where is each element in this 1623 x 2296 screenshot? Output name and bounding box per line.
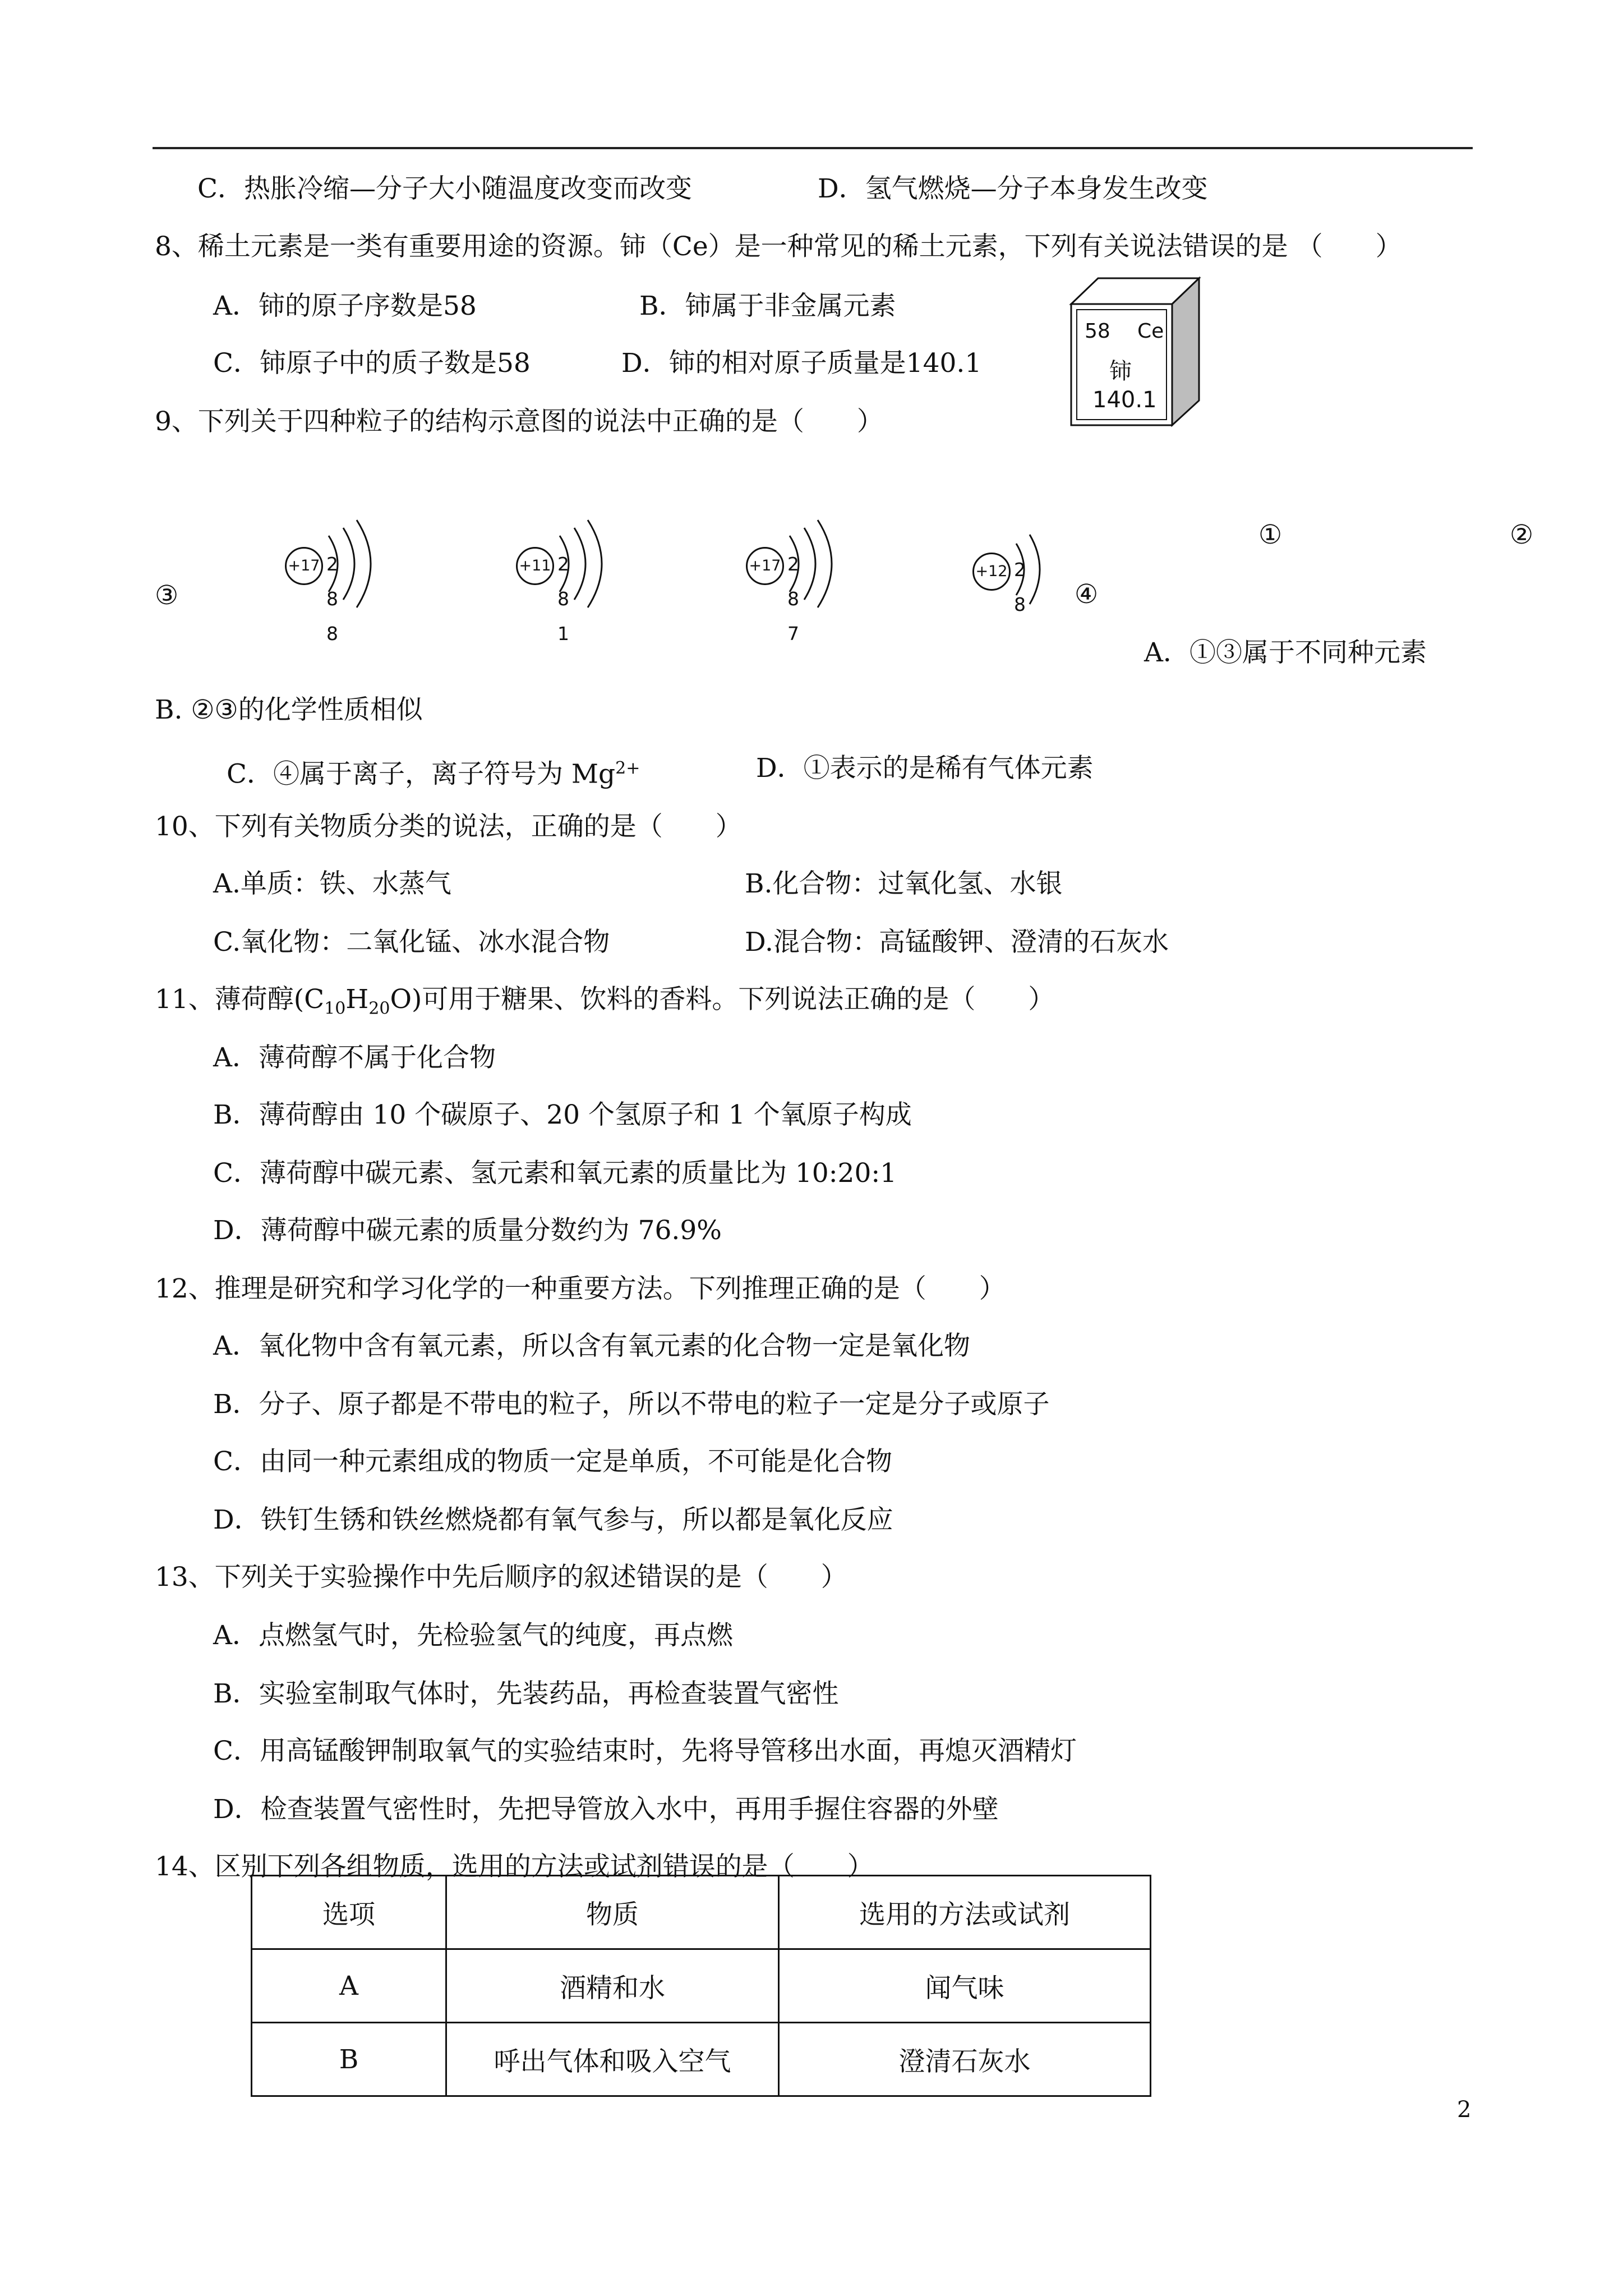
q12-option-d: D．铁钉生锈和铁丝燃烧都有氧气参与，所以都是氧化反应 — [213, 1504, 893, 1535]
atomic-mass: 140.1 — [1092, 387, 1157, 413]
q10-option-b: B.化合物：过氧化氢、水银 — [745, 868, 1063, 899]
atomic-number: 58 — [1085, 320, 1110, 343]
mark-3: ③ — [155, 580, 179, 611]
q9-option-d: D．①表示的是稀有气体元素 — [756, 753, 1094, 784]
table-cell: A — [252, 1949, 446, 2023]
electron-shells — [746, 513, 869, 614]
q10-stem: 10、下列有关物质分类的说法，正确的是（ ） — [155, 811, 742, 842]
page-number: 2 — [1457, 2097, 1472, 2123]
q11-option-b: B．薄荷醇由 10 个碳原子、20 个氢原子和 1 个氧原子构成 — [213, 1099, 912, 1130]
q8-option-b: B．铈属于非金属元素 — [639, 291, 896, 321]
electron-config: 2 8 1 — [557, 553, 569, 645]
table-header-cell: 选项 — [252, 1876, 446, 1949]
table-cell: 闻气味 — [779, 1949, 1151, 2023]
q11-stem: 11、薄荷醇$(C_{10}H_{20}O)$可用于糖果、饮料的香料。下列说法正确的是（ ） — [155, 984, 1055, 1019]
q13-option-a: A．点燃氢气时，先检验氢气的纯度，再点燃 — [213, 1620, 733, 1651]
table-row — [252, 1949, 1151, 2023]
electron-shells — [516, 513, 639, 614]
q12-option-a: A．氧化物中含有氧元素，所以含有氧元素的化合物一定是氧化物 — [213, 1331, 970, 1361]
q9-option-b: B. ②③的化学性质相似 — [155, 694, 423, 725]
nucleus: +12 — [972, 553, 1011, 591]
q11-option-c: C．薄荷醇中碳元素、氢元素和氧元素的质量比为 10:20:1 — [213, 1158, 897, 1189]
q14-stem: 14、区别下列各组物质，选用的方法或试剂错误的是（ ） — [155, 1851, 874, 1882]
q9-option-c: C．④属于离子，离子符号为 $Mg^{2+}$ — [227, 758, 640, 790]
q12-option-b: B．分子、原子都是不带电的粒子，所以不带电的粒子一定是分子或原子 — [213, 1389, 1050, 1420]
mark-2: ② — [1510, 519, 1534, 550]
mark-1: ① — [1258, 519, 1283, 550]
q10-option-a: A.单质：铁、水蒸气 — [213, 868, 451, 899]
cerium-element-card — [1069, 276, 1201, 427]
q7-option-d: D．氢气燃烧—分子本身发生改变 — [818, 173, 1208, 204]
q9-option-a: A．①③属于不同种元素 — [1144, 637, 1427, 668]
electron-config: 2 8 7 — [787, 553, 799, 645]
q10-option-d: D.混合物：高锰酸钾、澄清的石灰水 — [745, 927, 1169, 958]
table-header-cell: 选用的方法或试剂 — [779, 1876, 1151, 1949]
q13-option-b: B．实验室制取气体时，先装药品，再检查装置气密性 — [213, 1678, 839, 1709]
q13-option-c: C．用高锰酸钾制取氧气的实验结束时，先将导管移出水面，再熄灭酒精灯 — [213, 1736, 1077, 1766]
q10-option-c: C.氧化物：二氧化锰、冰水混合物 — [213, 927, 610, 958]
q14-table — [251, 1875, 1151, 2097]
header-rule — [153, 147, 1473, 149]
q13-option-d: D．检查装置气密性时，先把导管放入水中，再用手握住容器的外壁 — [213, 1794, 999, 1825]
table-cell: 澄清石灰水 — [779, 2023, 1151, 2096]
q8-stem: 8、稀土元素是一类有重要用途的资源。铈（Ce）是一种常见的稀土元素，下列有关说法错误的是 （ ） — [155, 231, 1402, 262]
table-cell: 酒精和水 — [446, 1949, 779, 2023]
table-header-cell: 物质 — [446, 1876, 779, 1949]
q11-option-d: D．薄荷醇中碳元素的质量分数约为 76.9% — [213, 1215, 722, 1246]
table-cell: 呼出气体和吸入空气 — [446, 2023, 779, 2096]
mark-4: ④ — [1075, 579, 1099, 610]
nucleus: +11 — [516, 547, 554, 585]
nucleus: +17 — [746, 547, 784, 585]
electron-config: 2 8 — [1014, 559, 1026, 615]
electron-shells — [972, 519, 1085, 620]
q8-option-d: D．铈的相对原子质量是140.1 — [621, 348, 982, 379]
table-header-row — [252, 1876, 1151, 1949]
q13-stem: 13、下列关于实验操作中先后顺序的叙述错误的是（ ） — [155, 1562, 847, 1593]
q11-option-a: A．薄荷醇不属于化合物 — [213, 1042, 496, 1073]
q12-option-c: C．由同一种元素组成的物质一定是单质，不可能是化合物 — [213, 1446, 892, 1477]
nucleus: +17 — [285, 547, 323, 585]
q8-option-c: C．铈原子中的质子数是58 — [213, 348, 531, 379]
element-name: 铈 — [1109, 358, 1132, 384]
electron-config: 2 8 8 — [326, 553, 338, 645]
q12-stem: 12、推理是研究和学习化学的一种重要方法。下列推理正确的是（ ） — [155, 1273, 1006, 1304]
electron-shells — [285, 513, 408, 614]
table-cell: B — [252, 2023, 446, 2096]
table-row — [252, 2023, 1151, 2096]
q7-option-c: C．热胀冷缩—分子大小随温度改变而改变 — [197, 173, 692, 204]
q8-option-a: A．铈的原子序数是58 — [213, 291, 477, 321]
q9-stem: 9、下列关于四种粒子的结构示意图的说法中正确的是（ ） — [155, 406, 883, 437]
element-symbol: Ce — [1137, 320, 1164, 343]
